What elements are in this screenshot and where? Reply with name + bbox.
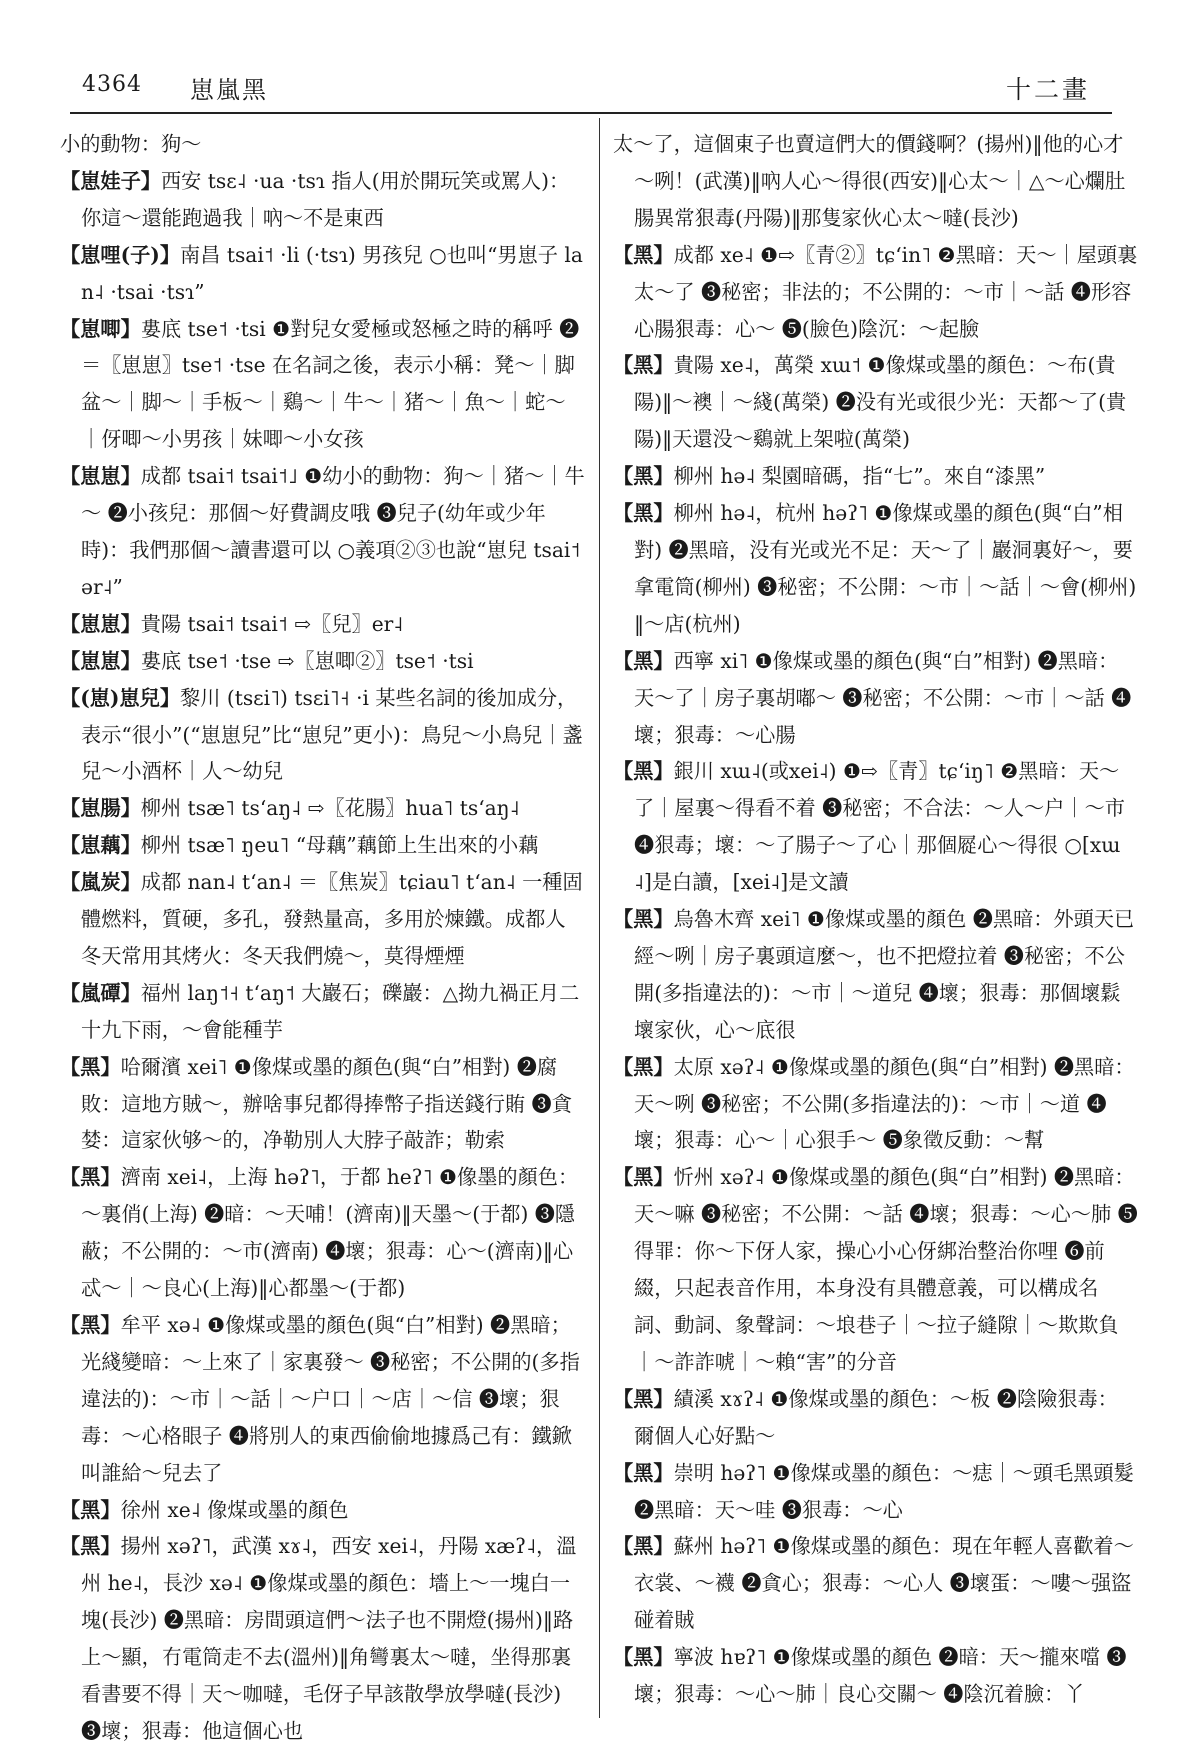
- dictionary-entry: [613, 495, 1138, 643]
- dictionary-entry: [613, 643, 1138, 754]
- entry-text: 績溪 xɤʔ˨ ❶像煤或墨的顏色：～板 ❷陰險狠毒：爾個人心好點～: [634, 1386, 1118, 1448]
- entry-text: 柳州 hə˨ 梨園暗碼，指“七”。來自“漆黑”: [673, 464, 1046, 489]
- page-header-title: 崽嵐黑: [190, 76, 268, 104]
- entry-text: 太～了，這個東子也賣這們大的價錢啊？(揚州)‖他的心才～咧！(武漢)‖吶人心～得很(西安)‖心太～｜△～心爛肚腸異常狠毒(丹陽)‖那隻家伙心太～噠(長沙): [613, 132, 1126, 230]
- dictionary-entry: [60, 311, 585, 459]
- entry-text: 寧波 hɐʔ˥ ❶像煤或墨的顏色 ❷暗：天～攏來噹 ❸壞；狠毒：～心～肺｜良心交關～ ❹陰沉着臉：丫: [634, 1645, 1127, 1707]
- entry-text: 婁底 tse˦ ·tse ⇨〖崽唧②〗tse˦ ·tsi: [140, 648, 474, 673]
- dictionary-entry: [60, 1528, 585, 1749]
- dictionary-entry: [613, 1159, 1138, 1380]
- dictionary-entry: [60, 163, 585, 237]
- dictionary-entry: [613, 901, 1138, 1049]
- page-header: [70, 68, 1112, 108]
- entry-text: 蘇州 həʔ˥ ❶像煤或墨的顏色：現在年輕人喜歡着～ 衣裳、～襪 ❷貪心；狠毒：～心人 ❸壞蛋：～嘍～强盜碰着賊: [634, 1534, 1134, 1633]
- entry-text: 成都 nan˨ tʻan˨ ＝〖焦炭〗tɕiau˥ tʻan˨ 一種固體燃料，質硬，多孔，發熱量高，多用於煉鐵。成都人冬天常用其烤火：冬天我們燒～，莫得煙煙: [81, 870, 583, 968]
- entry-text: 西安 tsɛ˨ ·ua ·tsɿ 指人(用於開玩笑或罵人)：你這～還能跑過我｜吶～不是東西: [81, 168, 570, 230]
- dictionary-entry: [60, 237, 585, 311]
- dictionary-entry: [613, 237, 1138, 348]
- entry-headword: 【黑】: [60, 1054, 121, 1079]
- entry-headword: 【嵐磹】: [60, 980, 141, 1005]
- dictionary-entry: [613, 1049, 1138, 1160]
- entry-text: 貴陽 tsai˦ tsai˦ ⇨〖兒〗er˨: [140, 611, 404, 636]
- entry-headword: 【黑】: [60, 1313, 121, 1337]
- entry-text: 柳州 hə˨，杭州 həʔ˥ ❶像煤或墨的顏色(與“白”相對) ❷黑暗，没有光或光不足：天～了｜巖洞裏好～，要拿電筒(柳州) ❸秘密；不公開：～市｜～話｜～會(柳州)‖～店(杭州): [634, 501, 1137, 636]
- dictionary-entry: [60, 975, 585, 1049]
- dictionary-entry: [60, 458, 585, 606]
- entry-text: 烏魯木齊 xei˥ ❶像煤或墨的顏色 ❷黑暗：外頭天已經～咧｜房子裏頭這麼～，也不把燈拉着 ❸秘密；不公開(多指違法的)：～市｜～道兒 ❹壞；狠毒：那個壞鬏壞家伙，心～底很: [634, 907, 1135, 1042]
- entry-headword: 【崽藕】: [60, 833, 141, 858]
- entry-headword: 【黑】: [613, 1534, 674, 1559]
- entry-text: 黎川 (tsɛi˥) tsɛi˥˧ ·i 某些名詞的後加成分，表示“很小”(“崽崽兒”比“崽兒”更小)：鳥兒～小鳥兒｜盞兒～小酒杯｜人～幼兒: [81, 685, 583, 784]
- entry-text: 銀川 xɯ˨(或xei˨) ❶⇨〖青〗tɕʻiŋ˥ ❷黑暗：天～了｜屋裏～得看不着 ❸秘密；不合法：～人～户｜～市 ❹狠毒；壞：～了腸子～了心｜那個㞞心～得很 ○[xɯ˨]是白讀，[xei˨]是文讀: [634, 759, 1125, 895]
- dictionary-entry: [60, 606, 585, 643]
- dictionary-entry: [60, 1159, 585, 1307]
- dictionary-entry: [613, 347, 1138, 458]
- entry-headword: 【嵐炭】: [60, 870, 141, 895]
- dictionary-entry: [613, 1528, 1138, 1639]
- entry-headword: 【黑】: [613, 1645, 674, 1670]
- dictionary-entry: [60, 643, 585, 680]
- dictionary-entry: [60, 680, 585, 791]
- entry-headword: 【崽唧】: [60, 316, 141, 341]
- section-title: 十二畫: [1005, 75, 1090, 104]
- entry-headword: 【崽崽】: [60, 648, 141, 673]
- entry-headword: 【黑】: [613, 648, 674, 673]
- entry-headword: 【黑】: [613, 242, 674, 267]
- entry-text: 柳州 tsæ˥ tsʻaŋ˨ ⇨〖花腸〗hua˥ tsʻaŋ˨: [140, 796, 520, 821]
- dictionary-entry: [60, 827, 585, 864]
- entry-headword: 【(崽)崽兒】: [60, 685, 181, 710]
- dictionary-entry: [60, 1492, 585, 1529]
- entry-text: 貴陽 xe˨，萬榮 xɯ˦ ❶像煤或墨的顏色：～布(貴陽)‖～襖｜～綫(萬榮) ❷没有光或很少光：天都～了(貴陽)‖天還没～鷄就上架啦(萬榮): [634, 353, 1127, 452]
- entry-headword: 【黑】: [60, 1497, 121, 1522]
- entry-text: 成都 xe˨ ❶⇨〖青②〗tɕʻin˥ ❷黑暗：天～｜屋頭裏太～了 ❸秘密；非法的；不公開的：～市｜～話 ❹形容心腸狠毒：心～ ❺(臉色)陰沉：～起臉: [634, 242, 1138, 341]
- entry-headword: 【黑】: [613, 759, 674, 784]
- dictionary-entry: [613, 1381, 1138, 1455]
- entry-text: 西寧 xi˥ ❶像煤或墨的顏色(與“白”相對) ❷黑暗：天～了｜房子裏胡嘟～ ❸秘密；不公開：～市｜～話 ❹壞；狠毒：～心腸: [634, 648, 1132, 747]
- dictionary-entry: [613, 1455, 1138, 1529]
- entry-text: 成都 tsai˦ tsai˦˩ ❶幼小的動物：狗～｜猪～｜牛～ ❷小孩兒：那個～好費調皮哦 ❸兒子(幼年或少年時)：我們那個～讀書還可以 ○義項②③也說“崽兒 tsai˦ ər˨”: [81, 464, 585, 599]
- entry-headword: 【黑】: [613, 464, 674, 489]
- entry-text: 忻州 xəʔ˨ ❶像煤或墨的顏色(與“白”相對) ❷黑暗：天～嘛 ❸秘密；不公開：～話 ❹壞；狠毒：～心～肺 ❺得罪：你～下伢人家，操心小心伢綁治整治你哩 ❻前綴，只起表音作用，本身没有具體意義，可以構成名詞、動詞、象聲詞：～埌巷子｜～拉子縫隙｜～欺欺負｜～詐詐唬｜～賴“害”的分音: [634, 1165, 1138, 1374]
- dictionary-entry: [60, 790, 585, 827]
- entry-headword: 【黑】: [613, 353, 674, 378]
- entry-headword: 【黑】: [613, 1460, 674, 1485]
- dictionary-entry: [60, 864, 585, 975]
- entry-text: 濟南 xei˨，上海 həʔ˥，于都 heʔ˥ ❶像墨的顏色：～裏俏(上海) ❷暗：～天哺！(濟南)‖天墨～(于都) ❸隱蔽；不公開的：～市(濟南) ❹壞；狠毒：心～(濟南)‖心忒～｜～良心(上海)‖心都墨～(于都): [81, 1165, 579, 1301]
- entry-headword: 【黑】: [613, 1165, 674, 1190]
- entry-headword: 【黑】: [60, 1534, 121, 1559]
- entry-text: 揚州 xəʔ˥，武漢 xɤ˨，西安 xei˨，丹陽 xæʔ˨，溫州 he˨，長沙 xə˨ ❶像煤或墨的顏色：墻上～一塊白一塊(長沙) ❷黑暗：房間頭這們～法子也不開燈(揚州)‖路上～顯，冇電筒走不去(溫州)‖角彎裏太～噠，坐得那裏看書要不得｜天～咖噠，毛伢子早該散學放學噠(長沙) ❸壞；狠毒：他這個心也: [81, 1534, 577, 1743]
- entry-headword: 【黑】: [613, 1054, 674, 1079]
- column-divider: [599, 118, 600, 1718]
- entry-text: 牟平 xə˨ ❶像煤或墨的顏色(與“白”相對) ❷黑暗；光綫變暗：～上來了｜家裏發～ ❸秘密；不公開的(多指違法的)：～市｜～話｜～户口｜～店｜～信 ❸壞；狠毒：～心格眼子 ❹將別人的東西偷偷地據爲己有：鐵鍁叫誰給～兒去了: [81, 1313, 580, 1485]
- header-rule: [70, 112, 1112, 114]
- dictionary-entry: [613, 458, 1138, 495]
- entry-headword: 【崽崽】: [60, 464, 141, 489]
- entry-headword: 【黑】: [60, 1165, 121, 1190]
- entry-headword: 【崽娃子】: [60, 168, 161, 193]
- dictionary-entry: [613, 126, 1138, 237]
- entry-headword: 【黑】: [613, 501, 674, 526]
- entry-text: 福州 laŋ˦˧ tʻaŋ˦ 大巖石；礫巖：△拗九禍正月二十九下雨，～會能種芋: [81, 980, 580, 1042]
- entry-text: 徐州 xe˨ 像煤或墨的顏色: [120, 1497, 349, 1522]
- entry-text: 小的動物：狗～: [60, 132, 202, 156]
- dictionary-entry: [60, 1307, 585, 1492]
- dictionary-entry: [613, 753, 1138, 901]
- left-column: [60, 126, 585, 1743]
- entry-text: 太原 xəʔ˨ ❶像煤或墨的顏色(與“白”相對) ❷黑暗：天～咧 ❸秘密；不公開(多指違法的)：～市｜～道 ❹壞；狠毒：心～｜心狠手～ ❺象徵反動：～幫: [634, 1054, 1135, 1153]
- entry-headword: 【崽腸】: [60, 796, 141, 821]
- entry-text: 柳州 tsæ˥ ŋeu˥ “母藕”藕節上生出來的小藕: [140, 833, 539, 858]
- entry-headword: 【崽崽】: [60, 611, 141, 636]
- entry-text: 哈爾濱 xei˥ ❶像煤或墨的顏色(與“白”相對) ❷腐敗：這地方賊～，辦啥事兒都得捧幣子指送錢行賄 ❸貪婪：這家伙够～的，净勒別人大脖子敲詐；勒索: [81, 1054, 572, 1153]
- dictionary-entry: [60, 126, 585, 163]
- entry-text: 南昌 tsai˦ ·li (·tsɿ) 男孩兒 ○也叫“男崽子 lan˨ ·tsai ·tsɿ”: [81, 242, 583, 304]
- page-number: 4364: [82, 72, 142, 97]
- right-column: [613, 126, 1138, 1707]
- entry-headword: 【黑】: [613, 907, 674, 932]
- dictionary-entry: [60, 1049, 585, 1160]
- entry-text: 崇明 həʔ˥ ❶像煤或墨的顏色：～痣｜～頭毛黑頭髮 ❷黑暗：天～哇 ❸狠毒：～心: [634, 1460, 1134, 1522]
- dictionary-entry: [613, 1639, 1138, 1713]
- entry-headword: 【崽哩(子)】: [60, 242, 181, 267]
- entry-headword: 【黑】: [613, 1386, 674, 1411]
- entry-text: 婁底 tse˦ ·tsi ❶對兒女愛極或怒極之時的稱呼 ❷＝〖崽崽〗tse˦ ·tse 在名詞之後，表示小稱：凳～｜脚盆～｜脚～｜手板～｜鷄～｜牛～｜猪～｜魚～｜蛇～｜伢唧～小男孩｜妹唧～小女孩: [81, 316, 580, 452]
